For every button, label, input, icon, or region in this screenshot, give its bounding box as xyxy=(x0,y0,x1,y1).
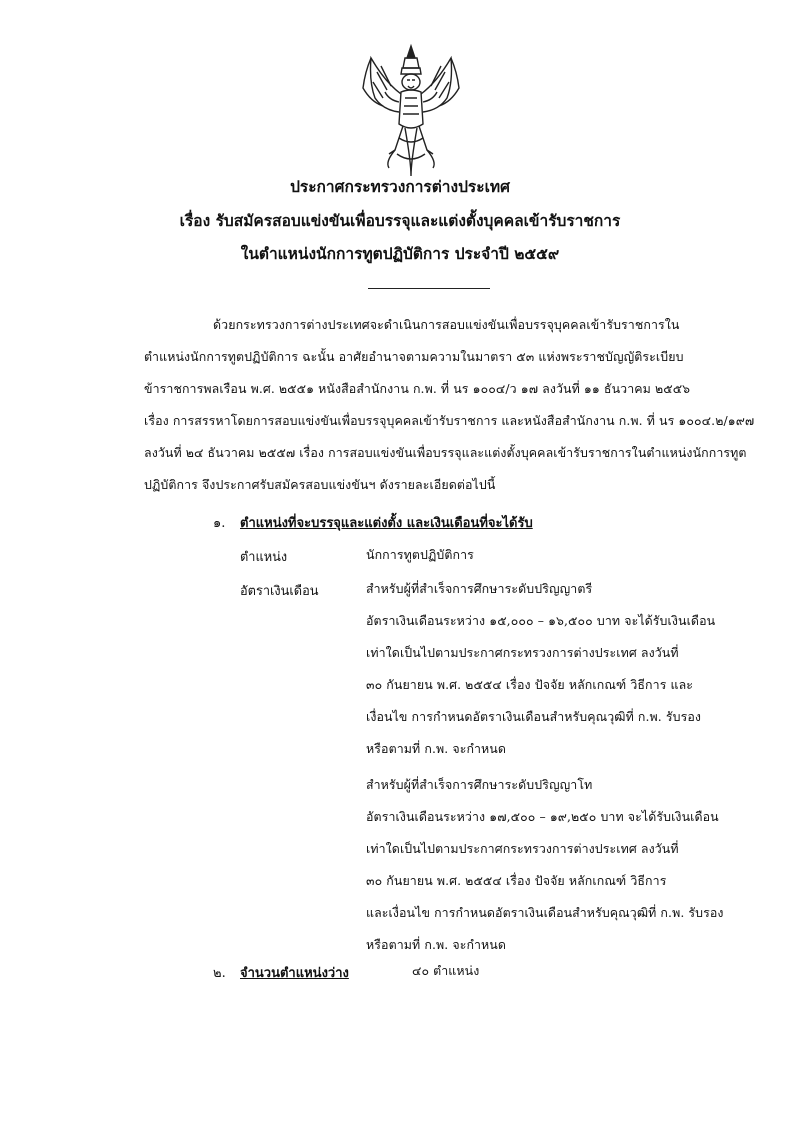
salary-line: อัตราเงินเดือนระหว่าง ๑๗,๕๐๐ – ๑๙,๒๕๐ บาท จะได้รับเงินเดือน xyxy=(366,809,719,824)
section-number: ๒. xyxy=(213,966,226,981)
title-divider xyxy=(368,288,490,289)
section-number: ๑. xyxy=(213,516,226,531)
intro-line: ด้วยกระทรวงการต่างประเทศจะดำเนินการสอบแข่งขันเพื่อบรรจุบุคคลเข้ารับราชการใน xyxy=(213,317,680,332)
garuda-emblem-icon xyxy=(355,42,467,180)
salary-line: หรือตามที่ ก.พ. จะกำหนด xyxy=(366,741,506,756)
intro-line: ข้าราชการพลเรือน พ.ศ. ๒๕๕๑ หนังสือสำนักงาน ก.พ. ที่ นร ๑๐๐๔/ว ๑๗ ลงวันที่ ๑๑ ธันวาคม ๒๕๕๖ xyxy=(144,381,691,396)
salary-line: และเงื่อนไข การกำหนดอัตราเงินเดือนสำหรับคุณวุฒิที่ ก.พ. รับรอง xyxy=(366,905,724,920)
position-value: นักการทูตปฏิบัติการ xyxy=(366,547,474,562)
position-label: ตำแหน่ง xyxy=(240,550,288,565)
salary-line: เท่าใดเป็นไปตามประกาศกระทรวงการต่างประเทศ ลงวันที่ xyxy=(366,841,679,856)
announcement-subject: เรื่อง รับสมัครสอบแข่งขันเพื่อบรรจุและแต่งตั้งบุคคลเข้ารับราชการ xyxy=(179,211,621,230)
announcement-title: ประกาศกระทรวงการต่างประเทศ xyxy=(290,177,510,196)
salary-line: ๓๐ กันยายน พ.ศ. ๒๕๕๔ เรื่อง ปัจจัย หลักเกณฑ์ วิธีการ xyxy=(366,873,667,888)
section-heading: ตำแหน่งที่จะบรรจุและแต่งตั้ง และเงินเดือนที่จะได้รับ xyxy=(240,516,533,531)
intro-line: ลงวันที่ ๒๔ ธันวาคม ๒๕๕๗ เรื่อง การสอบแข่งขันเพื่อบรรจุและแต่งตั้งบุคคลเข้ารับราชการในตำแหน่งนักการทูต xyxy=(144,445,747,460)
salary-line: เงื่อนไข การกำหนดอัตราเงินเดือนสำหรับคุณวุฒิที่ ก.พ. รับรอง xyxy=(366,709,702,724)
salary-line: สำหรับผู้ที่สำเร็จการศึกษาระดับปริญญาโท xyxy=(366,777,593,792)
salary-line: เท่าใดเป็นไปตามประกาศกระทรวงการต่างประเทศ ลงวันที่ xyxy=(366,645,679,660)
salary-label: อัตราเงินเดือน xyxy=(240,584,319,599)
intro-line: ปฏิบัติการ จึงประกาศรับสมัครสอบแข่งขันฯ ดังรายละเอียดต่อไปนี้ xyxy=(144,477,496,492)
intro-line: เรื่อง การสรรหาโดยการสอบแข่งขันเพื่อบรรจุบุคคลเข้ารับราชการ และหนังสือสำนักงาน ก.พ. ที่ นร ๑๐๐๔.๒/๑๙๗ xyxy=(144,413,755,428)
announcement-position-year: ในตำแหน่งนักการทูตปฏิบัติการ ประจำปี ๒๕๕๙ xyxy=(240,244,560,263)
vacancy-count: ๔๐ ตำแหน่ง xyxy=(412,963,480,978)
salary-line: สำหรับผู้ที่สำเร็จการศึกษาระดับปริญญาตรี xyxy=(366,581,593,596)
section-heading: จำนวนตำแหน่งว่าง xyxy=(240,966,349,981)
salary-line: หรือตามที่ ก.พ. จะกำหนด xyxy=(366,937,506,952)
salary-line: ๓๐ กันยายน พ.ศ. ๒๕๕๔ เรื่อง ปัจจัย หลักเกณฑ์ วิธีการ และ xyxy=(366,677,694,692)
intro-line: ตำแหน่งนักการทูตปฏิบัติการ ฉะนั้น อาศัยอำนาจตามความในมาตรา ๕๓ แห่งพระราชบัญญัติระเบียบ xyxy=(144,349,684,364)
salary-line: อัตราเงินเดือนระหว่าง ๑๕,๐๐๐ – ๑๖,๕๐๐ บาท จะได้รับเงินเดือน xyxy=(366,613,716,628)
